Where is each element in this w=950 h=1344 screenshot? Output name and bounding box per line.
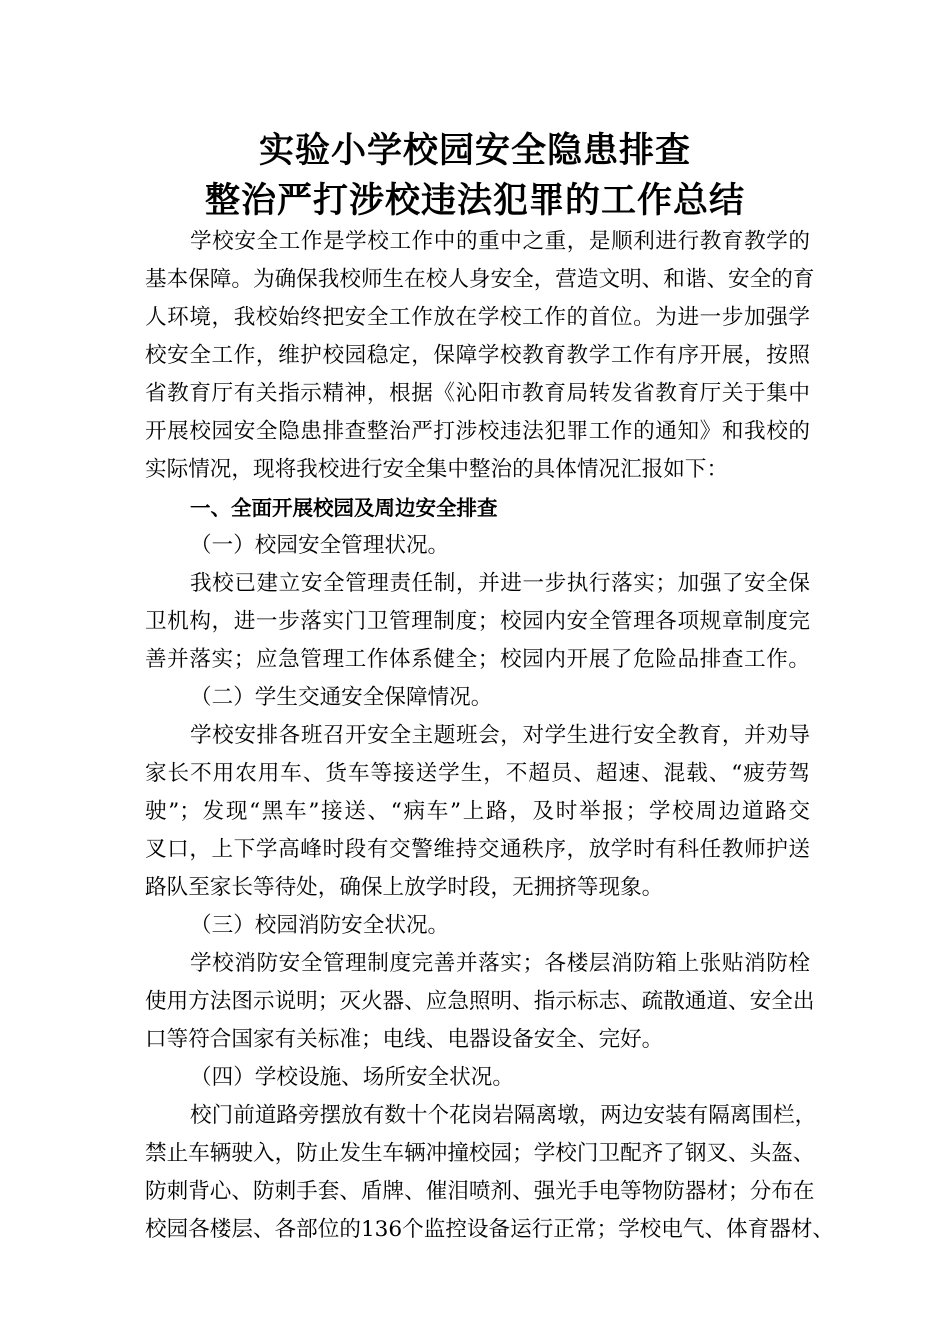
text-line: 禁止车辆驶入，防止发生车辆冲撞校园；学校门卫配齐了钢叉、头盔、 [145, 1141, 815, 1166]
text-line: 校园各楼层、各部位的136个监控设备运行正常；学校电气、体育器材、 [145, 1217, 835, 1242]
text-line: 学校消防安全管理制度完善并落实；各楼层消防箱上张贴消防栓 [190, 951, 810, 976]
text-line: 驶”；发现“黑车”接送、“病车”上路，及时举报；学校周边道路交 [145, 799, 810, 824]
text-line: 口等符合国家有关标准；电线、电器设备安全、完好。 [145, 1027, 664, 1052]
text-line: 家长不用农用车、货车等接送学生，不超员、超速、混载、“疲劳驾 [145, 761, 810, 786]
document-title-line-2: 整治严打涉校违法犯罪的工作总结 [204, 181, 745, 221]
text-line: 实际情况，现将我校进行安全集中整治的具体情况汇报如下： [145, 457, 729, 482]
text-line: 路队至家长等待处，确保上放学时段，无拥挤等现象。 [145, 875, 664, 900]
subsection-heading: （四）学校设施、场所安全状况。 [190, 1065, 514, 1090]
document-title-line-1: 实验小学校园安全隐患排查 [258, 131, 691, 171]
section-heading: 一、全面开展校园及周边安全排查 [190, 496, 498, 520]
text-line: 学校安全工作是学校工作中的重中之重，是顺利进行教育教学的 [190, 229, 810, 254]
text-line: 人环境，我校始终把安全工作放在学校工作的首位。为进一步加强学 [145, 305, 810, 330]
paragraph [145, 717, 810, 907]
text-line: 使用方法图示说明；灭火器、应急照明、指示标志、疏散通道、安全出 [145, 989, 815, 1014]
text-line: 开展校园安全隐患排查整治严打涉校违法犯罪工作的通知》和我校的 [145, 419, 810, 444]
paragraph [145, 945, 815, 1059]
text-line: 省教育厅有关指示精神，根据《沁阳市教育局转发省教育厅关于集中 [145, 381, 810, 406]
paragraph [145, 565, 810, 679]
text-line: 基本保障。为确保我校师生在校人身安全，营造文明、和谐、安全的育 [145, 267, 815, 292]
text-line: 叉口，上下学高峰时段有交警维持交通秩序，放学时有科任教师护送 [145, 837, 810, 862]
intro-paragraph [145, 223, 815, 489]
paragraph [145, 1097, 835, 1249]
subsection-heading: （三）校园消防安全状况。 [190, 913, 450, 938]
subsection-heading: （一）校园安全管理状况。 [190, 533, 450, 558]
text-line: 善并落实；应急管理工作体系健全；校园内开展了危险品排查工作。 [145, 647, 810, 672]
text-line: 我校已建立安全管理责任制，并进一步执行落实；加强了安全保 [190, 571, 810, 596]
text-line: 卫机构，进一步落实门卫管理制度；校园内安全管理各项规章制度完 [145, 609, 810, 634]
text-line: 校门前道路旁摆放有数十个花岗岩隔离墩，两边安装有隔离围栏， [190, 1103, 817, 1128]
document-body [145, 223, 835, 1249]
text-line: 校安全工作，维护校园稳定，保障学校教育教学工作有序开展，按照 [145, 343, 810, 368]
text-line: 学校安排各班召开安全主题班会，对学生进行安全教育，并劝导 [190, 723, 810, 748]
subsection-heading: （二）学生交通安全保障情况。 [190, 685, 493, 710]
text-line: 防刺背心、防刺手套、盾牌、催泪喷剂、强光手电等物防器材；分布在 [145, 1179, 815, 1204]
